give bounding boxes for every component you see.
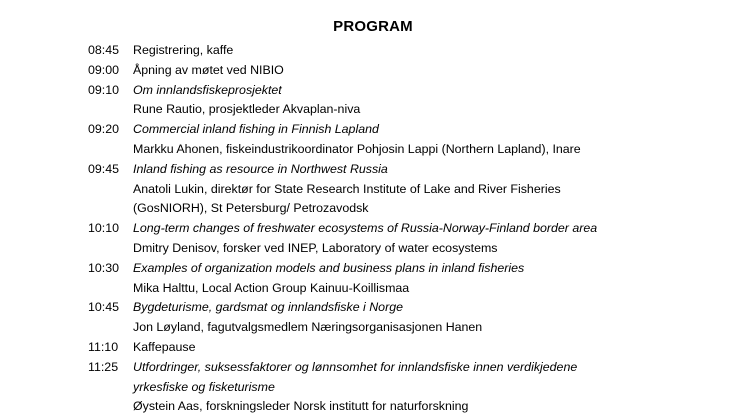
agenda-time: 11:10 [88, 339, 119, 354]
agenda-time [88, 199, 133, 219]
agenda-time [88, 140, 133, 160]
agenda-text: Åpning av møtet ved NIBIO [133, 62, 284, 77]
agenda-row [88, 219, 738, 239]
agenda-row [88, 338, 738, 358]
agenda-time: 08:45 [88, 43, 120, 57]
agenda-time: 09:20 [88, 122, 120, 137]
agenda-topic: Inland fishing as resource in Northwest Russia [133, 161, 388, 176]
agenda-row [88, 199, 738, 219]
agenda-speaker: Dmitry Denisov, forsker ved INEP, Laboratory of water ecosystems [133, 240, 498, 255]
agenda-time: 10:45 [88, 300, 120, 315]
agenda-speaker: Mika Halttu, Local Action Group Kainuu-Koillismaa [133, 280, 410, 295]
agenda-row [88, 100, 738, 120]
agenda-text: Kaffepause [133, 339, 196, 354]
agenda-row [88, 279, 738, 299]
agenda-time [88, 100, 133, 120]
agenda-row [88, 120, 738, 140]
agenda-row [88, 378, 738, 398]
agenda-time: 10:10 [88, 221, 120, 236]
agenda-time [88, 378, 133, 398]
agenda-row [88, 61, 738, 81]
agenda-time [88, 180, 133, 200]
agenda-time: 09:10 [88, 82, 120, 97]
agenda-row [88, 81, 738, 101]
agenda-speaker: Rune Rautio, prosjektleder Akvaplan-niva [133, 102, 361, 117]
agenda-list [88, 41, 738, 417]
agenda-time: 11:25 [88, 359, 119, 374]
agenda-speaker: Øystein Aas, forskningsleder Norsk institutt for naturforskning [133, 399, 469, 414]
agenda-time [88, 397, 133, 417]
agenda-topic: Examples of organization models and business plans in inland fisheries [133, 260, 525, 275]
agenda-time [88, 318, 133, 338]
agenda-row [88, 239, 738, 259]
agenda-time: 10:30 [88, 260, 120, 275]
agenda-time: 09:45 [88, 161, 120, 176]
program-title: PROGRAM [333, 18, 413, 35]
agenda-row [88, 298, 738, 318]
agenda-row [88, 41, 738, 61]
agenda-speaker: Anatoli Lukin, direktør for State Research Institute of Lake and River Fisheries [133, 181, 561, 196]
agenda-time [88, 239, 133, 259]
agenda-speaker: (GosNIORH), St Petersburg/ Petrozavodsk [133, 201, 369, 216]
agenda-row [88, 358, 738, 378]
agenda-topic: Bygdeturisme, gardsmat og innlandsfiske i Norge [133, 300, 403, 315]
agenda-speaker: Markku Ahonen, fiskeindustrikoordinator Pohjosin Lappi (Northern Lapland), Inare [133, 141, 581, 156]
agenda-speaker: Jon Løyland, fagutvalgsmedlem Næringsorganisasjonen Hanen [133, 320, 483, 335]
agenda-row [88, 180, 738, 200]
agenda-topic: yrkesfiske og fisketurisme [133, 379, 275, 394]
agenda-topic: Commercial inland fishing in Finnish Lapland [133, 122, 379, 137]
agenda-text: Registrering, kaffe [133, 43, 234, 57]
agenda-topic: Utfordringer, suksessfaktorer og lønnsomhet for innlandsfiske innen verdikjedene [133, 359, 578, 374]
agenda-row [88, 140, 738, 160]
agenda-row [88, 160, 738, 180]
agenda-topic: Om innlandsfiskeprosjektet [133, 82, 282, 97]
agenda-time: 09:00 [88, 62, 120, 77]
agenda-time [88, 279, 133, 299]
agenda-topic: Long-term changes of freshwater ecosystems of Russia-Norway-Finland border area [133, 221, 598, 236]
agenda-row [88, 397, 738, 417]
agenda-row [88, 318, 738, 338]
agenda-row [88, 259, 738, 279]
